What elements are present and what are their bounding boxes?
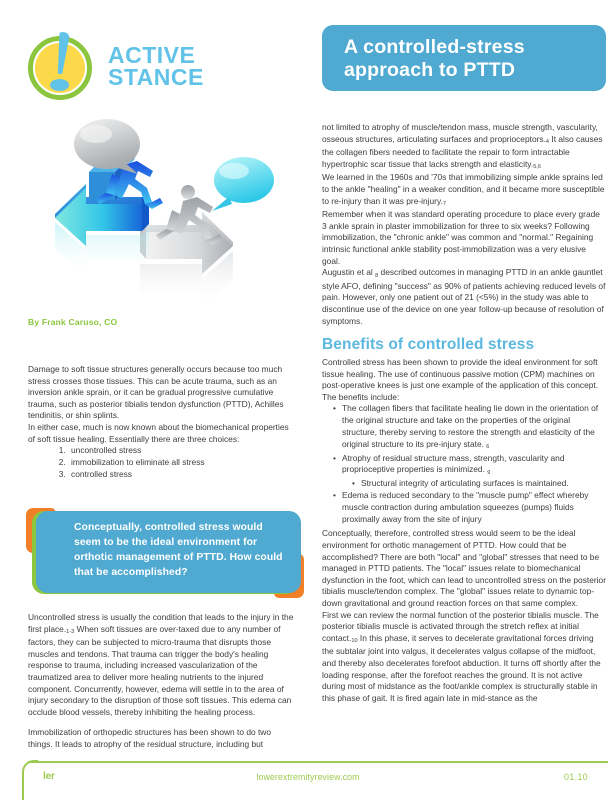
article-byline: By Frank Caruso, CO bbox=[28, 317, 118, 327]
callout-text: Conceptually, controlled stress would seem to be the ideal environment for orthotic management of PTTD. How could that be accomplished? bbox=[74, 522, 283, 578]
footer-brand: ler bbox=[43, 771, 55, 782]
choice-item: 2. immobilization to eliminate all stress bbox=[68, 457, 294, 469]
exclamation-dot-icon bbox=[50, 79, 69, 91]
right-text-column bbox=[322, 122, 606, 704]
reference-marker: 4 bbox=[545, 139, 550, 146]
pull-quote-callout bbox=[26, 508, 304, 598]
left-text-column bbox=[28, 364, 294, 481]
reference-marker: 1-3 bbox=[66, 629, 75, 636]
reference-marker: 10 bbox=[351, 638, 358, 645]
right-para1-a: not limited to atrophy of muscle/tendon mass, muscle strength, vascularity, osseous structures, articulating surfaces and proprioceptors. bbox=[322, 122, 598, 144]
right-paragraph-1 bbox=[322, 122, 606, 172]
active-stance-logo bbox=[28, 26, 218, 110]
right-paragraph-4 bbox=[322, 267, 606, 327]
logo-wordmark bbox=[108, 44, 204, 88]
benefit-sublist bbox=[342, 478, 606, 490]
callout-blue-box bbox=[36, 511, 301, 593]
reference-marker: 9 bbox=[487, 469, 491, 476]
logo-word-line2: STANCE bbox=[108, 64, 204, 90]
benefit-item bbox=[333, 403, 606, 452]
footer-divider-line bbox=[28, 761, 608, 763]
benefits-list bbox=[322, 403, 606, 525]
gray-arrow-reflection bbox=[140, 251, 233, 307]
footer-website-url[interactable]: lowerextremityreview.com bbox=[256, 772, 360, 782]
right-para7-b: In this phase, it serves to decelerate gravitational forces driving the subtalar joint into valgus, it decelerates valgus collapse of the midfoot, and thereby also decelerates forefoot abduction. It turns off shortly after the loading response, after the forefoot reaches the ground. It is not active during most of midstance as the foot/ankle complex is structurally stable in this phase of gait. It is fired again late in mid-stance as the bbox=[322, 632, 601, 703]
right-para7-a: First we can review the normal function of the posterior tibialis muscle. The posterior tibialis muscle is activated through the stretch reflex at initial contact. bbox=[322, 609, 599, 643]
logo-mark-icon bbox=[28, 36, 100, 108]
right-paragraph-2 bbox=[322, 172, 606, 209]
left-paragraph-1: Damage to soft tissue structures generally occurs because too much stress crosses those tissues. This can be acute trauma, such as an inversion ankle sprain, or it can be gradual progressive cumulative trauma, such as posterior tibialis tendon dysfunction (PTTD), Achilles tendinitis, or shin splints. bbox=[28, 364, 284, 421]
right-para1-b: It also causes the collagen fibers needed to facilitate the repair to form intractable hypertrophic scar tissue that lacks strength and elasticity. bbox=[322, 133, 603, 169]
reference-marker: 6 bbox=[486, 444, 490, 451]
benefit-text: The collagen fibers that facilitate healing lie down in the orientation of the original structure and take on the properties of the original structure, thereby serving to restore the strength and elasticity of the original structure to its pre-injury state. bbox=[342, 403, 599, 449]
section-heading-benefits: Benefits of controlled stress bbox=[322, 336, 535, 354]
healing-choices-list bbox=[28, 445, 294, 480]
reference-marker: 7 bbox=[442, 201, 446, 208]
page-footer bbox=[0, 756, 616, 800]
choice-item: 3. controlled stress bbox=[68, 469, 294, 481]
arrows-runners-illustration bbox=[34, 112, 302, 312]
left-para3-a: Uncontrolled stress is usually the condition that leads to the injury in the first place. bbox=[28, 612, 294, 634]
cyan-speech-bubble bbox=[212, 157, 274, 211]
article-title-line1: A controlled-stress bbox=[344, 36, 525, 58]
logo-word-line1: ACTIVE bbox=[108, 42, 196, 68]
left-paragraph-2: In either case, much is now known about the biomechanical properties of soft tissue healing. Essentially there are three choices: bbox=[28, 421, 289, 444]
article-title-line2: approach to PTTD bbox=[344, 59, 516, 81]
benefit-text: Edema is reduced secondary to the "muscle pump" effect whereby muscle contraction during ambulation squeezes (pumps) fluids proximally away from the site of injury bbox=[342, 490, 589, 524]
article-title-banner bbox=[322, 25, 606, 91]
right-paragraph-3: Remember when it was standard operating procedure to place every grade 3 ankle sprain in plaster immobilization for three to six weeks? Following immobilization, the "chronic ankle" was common and "normal." Regaining intrinsic functional ankle stability post-immobilization was a very elusive goal. bbox=[322, 209, 600, 266]
left-para3-b: When soft tissues are over-taxed due to any number of factors, they can be subjected to micro-trauma that disrupts those muscles and tendons. That trauma can trigger the body's healing response to trauma, including increased vascularization of the traumatized area to deliver more healing nutrients to the injured component. Concurrently, however, edema will settle in to the area of injury secondary to the disruption of those soft tissues. This edema can occlude blood vessels, thereby inhibiting the healing process. bbox=[28, 623, 292, 717]
reference-marker: 8 bbox=[375, 272, 379, 279]
left-paragraph-4: Immobilization of orthopedic structures has been shown to do two things. It leads to atrophy of the residual structure, including but bbox=[28, 727, 272, 749]
right-para4-b: described outcomes in managing PTTD in an ankle gauntlet style AFO, defining "success" as 90% of patients achieving reduced levels of pain. However, only one patient out of 21 (<5%) in the study was able to discontinue use of the device on one year follow-up because of resolution of symptoms. bbox=[322, 267, 606, 326]
right-paragraph-6: Conceptually, therefore, controlled stress would seem to be the ideal environment for orthotic management of PTTD. How could that be accomplished? There are both "local" and "global" stresses that need to be managed in PTTD patients. The "local" issues relate to biomechanical dysfunction in the foot, which can lead to uncontrolled stress on the posterior tibialis muscle/tendon complex. The "global" issues relate to dynamic top-down gravitational and ground reaction forces on that same complex. bbox=[322, 528, 606, 608]
benefit-subitem: • Structural integrity of articulating surfaces is maintained. bbox=[352, 478, 606, 490]
benefit-text: Atrophy of residual structure mass, strength, vascularity and proprioceptive properties is minimized. bbox=[342, 452, 565, 475]
right-paragraph-7 bbox=[322, 610, 606, 705]
right-para4-a: Augustin et al bbox=[322, 267, 376, 278]
callout-green-backing bbox=[32, 511, 298, 594]
left-paragraph-3 bbox=[28, 612, 294, 718]
left-text-column-continued bbox=[28, 612, 294, 751]
footer-issue-number: 01.10 bbox=[563, 772, 588, 782]
reference-marker: 5,6 bbox=[533, 164, 541, 171]
benefit-item bbox=[333, 453, 606, 490]
choice-item: 1. uncontrolled stress bbox=[68, 445, 294, 457]
right-para2-a: We learned in the 1960s and '70s that immobilizing simple ankle sprains led to the ankle "healing" in a weaker condition, and it became more susceptible to re-injury than it was pre-injury. bbox=[322, 172, 605, 206]
right-paragraph-5: Controlled stress has been shown to provide the ideal environment for soft tissue healing. The use of continuous passive motion (CPM) machines on post-operative knees is just one example of the application of this concept. The benefits include: bbox=[322, 357, 599, 402]
benefit-item bbox=[333, 490, 606, 525]
